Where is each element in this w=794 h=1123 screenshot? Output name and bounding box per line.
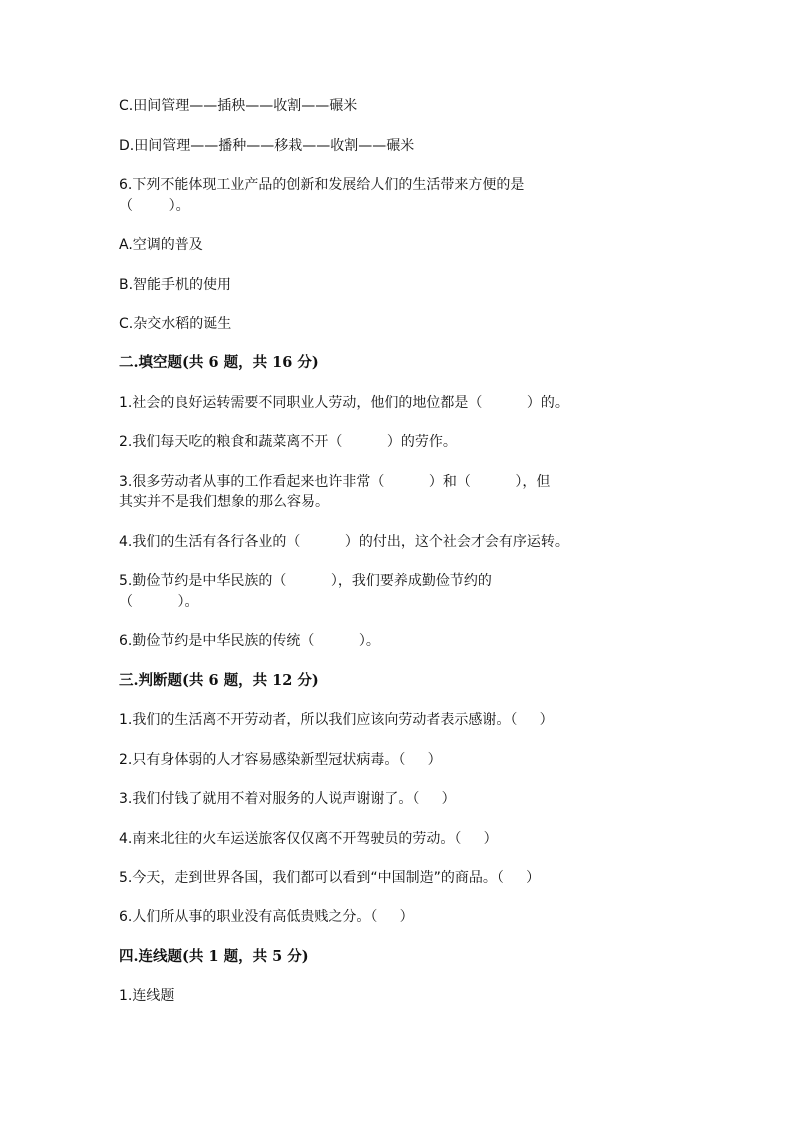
- judge-item: 2.只有身体弱的人才容易感染新型冠状病毒。（ ）: [119, 752, 442, 768]
- option-c: C.田间管理——插秧——收割——碾米: [119, 98, 358, 114]
- section-heading: 三.判断题(共 6 题，共 12 分): [119, 672, 319, 689]
- fill-item: 2.我们每天吃的粮食和蔬菜离不开（ ）的劳作。: [119, 434, 457, 450]
- judge-item: 3.我们付钱了就用不着对服务的人说声谢谢了。（ ）: [119, 791, 456, 807]
- judge-item: 5.今天，走到世界各国，我们都可以看到“中国制造”的商品。（ ）: [119, 870, 541, 886]
- option-d: D.田间管理——播种——移栽——收割——碾米: [119, 138, 415, 154]
- question-stem: 6.下列不能体现工业产品的创新和发展给人们的生活带来方便的是: [119, 177, 525, 193]
- section-heading: 四.连线题(共 1 题，共 5 分): [119, 948, 309, 965]
- question-stem-cont: （ ）。: [119, 198, 190, 214]
- option-a: A.空调的普及: [119, 237, 203, 253]
- fill-item-cont: 其实并不是我们想象的那么容易。: [119, 494, 329, 510]
- option-c: C.杂交水稻的诞生: [119, 316, 232, 332]
- judge-item: 6.人们所从事的职业没有高低贵贱之分。（ ）: [119, 909, 414, 925]
- fill-item: 4.我们的生活有各行各业的（ ）的付出，这个社会才会有序运转。: [119, 534, 569, 550]
- match-item: 1.连线题: [119, 988, 175, 1004]
- fill-item: 3.很多劳动者从事的工作看起来也许非常（ ）和（ ），但: [119, 474, 551, 490]
- fill-item-cont: （ ）。: [119, 594, 199, 610]
- judge-item: 4.南来北往的火车运送旅客仅仅离不开驾驶员的劳动。（ ）: [119, 831, 498, 847]
- option-b: B.智能手机的使用: [119, 277, 232, 293]
- fill-item: 1.社会的良好运转需要不同职业人劳动，他们的地位都是（ ）的。: [119, 395, 569, 411]
- fill-item: 5.勤俭节约是中华民族的（ ），我们要养成勤俭节约的: [119, 573, 492, 589]
- fill-item: 6.勤俭节约是中华民族的传统（ ）。: [119, 633, 380, 649]
- section-heading: 二.填空题(共 6 题，共 16 分): [119, 354, 319, 371]
- judge-item: 1.我们的生活离不开劳动者，所以我们应该向劳动者表示感谢。（ ）: [119, 712, 554, 728]
